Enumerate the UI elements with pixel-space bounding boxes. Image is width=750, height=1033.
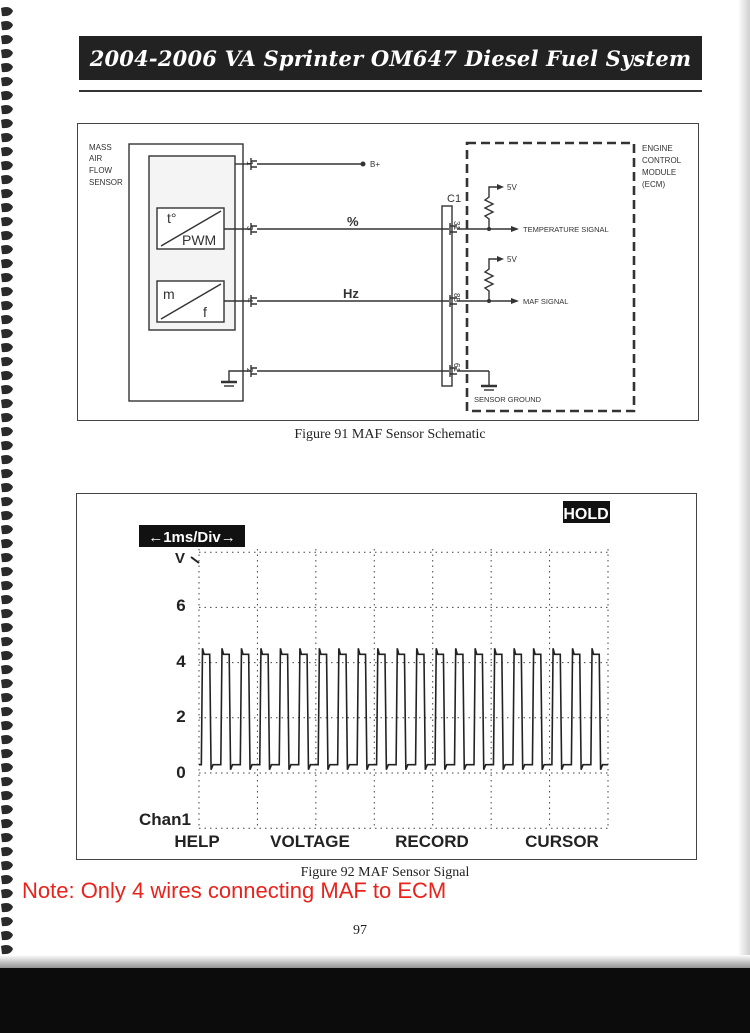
ecm-pin-85: 85: [452, 293, 461, 302]
percent-label: %: [347, 214, 359, 229]
mass-block-bottom: f: [203, 304, 207, 320]
spiral-coil: [1, 133, 13, 142]
spiral-binding: [0, 0, 16, 975]
spiral-coil: [1, 917, 13, 926]
spiral-coil: [1, 231, 13, 240]
spiral-coil: [1, 343, 13, 352]
spiral-coil: [1, 819, 13, 828]
spiral-coil: [1, 609, 13, 618]
spiral-coil: [1, 847, 13, 856]
spiral-coil: [1, 161, 13, 170]
maf-label-line1: MASS: [89, 143, 112, 152]
spiral-coil: [1, 805, 13, 814]
spiral-coil: [1, 903, 13, 912]
maf-label-line4: SENSOR: [89, 178, 123, 187]
unit-label: V: [175, 550, 186, 567]
spiral-coil: [1, 637, 13, 646]
spiral-coil: [1, 273, 13, 282]
spiral-coil: [1, 483, 13, 492]
spiral-coil: [1, 889, 13, 898]
ecm-pin-61: 61: [452, 363, 461, 372]
spiral-coil: [1, 245, 13, 254]
figure-91-caption: Figure 91 MAF Sensor Schematic: [294, 427, 486, 442]
hold-label: HOLD: [563, 506, 609, 523]
temp-block-bottom: PWM: [182, 232, 217, 248]
spiral-coil: [1, 329, 13, 338]
temp-block-top: t°: [167, 210, 177, 226]
spiral-coil: [1, 721, 13, 730]
spiral-coil: [1, 63, 13, 72]
spiral-coil: [1, 259, 13, 268]
ecm-label-line4: (ECM): [642, 180, 666, 189]
menu-record[interactable]: RECORD: [395, 832, 469, 851]
page-edge-shadow: [738, 0, 750, 968]
maf-schematic: [78, 124, 698, 420]
ecm-label-line3: MODULE: [642, 168, 677, 177]
spiral-coil: [1, 301, 13, 310]
spiral-coil: [1, 399, 13, 408]
spiral-coil: [1, 525, 13, 534]
spiral-coil: [1, 175, 13, 184]
spiral-coil: [1, 511, 13, 520]
maf-label-line2: AIR: [89, 154, 103, 163]
maf-label-line3: FLOW: [89, 166, 113, 175]
ecm-pin-31: 31: [452, 221, 461, 230]
spiral-coil: [1, 651, 13, 660]
spiral-coil: [1, 427, 13, 436]
spiral-coil: [1, 21, 13, 30]
spiral-coil: [1, 91, 13, 100]
spiral-coil: [1, 595, 13, 604]
annotation-note: Note: Only 4 wires connecting MAF to ECM: [22, 878, 447, 903]
oscilloscope-figure: [76, 493, 697, 860]
spiral-coil: [1, 49, 13, 58]
ytick-6: 6: [176, 596, 186, 615]
signal-trace: [199, 648, 608, 769]
spiral-coil: [1, 147, 13, 156]
schematic-figure: [77, 123, 699, 421]
spiral-coil: [1, 315, 13, 324]
spiral-coil: [1, 735, 13, 744]
spiral-coil: [1, 763, 13, 772]
temperature-signal-label: TEMPERATURE SIGNAL: [523, 225, 609, 234]
spiral-coil: [1, 441, 13, 450]
menu-cursor[interactable]: CURSOR: [525, 832, 599, 851]
page-number: 97: [353, 923, 367, 938]
spiral-coil: [1, 35, 13, 44]
spiral-coil: [1, 357, 13, 366]
spiral-coil: [1, 371, 13, 380]
channel-label: Chan1: [139, 810, 191, 829]
sensor-pin-4: 4: [245, 298, 254, 303]
hz-label: Hz: [343, 286, 359, 301]
spiral-coil: [1, 931, 13, 940]
spiral-coil: [1, 581, 13, 590]
spiral-coil: [1, 833, 13, 842]
b-plus-label: B+: [370, 160, 381, 169]
spiral-coil: [1, 77, 13, 86]
spiral-coil: [1, 749, 13, 758]
spiral-coil: [1, 791, 13, 800]
spiral-coil: [1, 539, 13, 548]
sensor-pin-3: 3: [245, 226, 254, 231]
spiral-coil: [1, 693, 13, 702]
header-rule: [79, 90, 702, 92]
spiral-coil: [1, 707, 13, 716]
connector-label: C1: [447, 193, 462, 205]
v5-bottom-label: 5V: [507, 255, 517, 264]
figure-92-caption: Figure 92 MAF Sensor Signal: [300, 865, 470, 880]
spiral-coil: [1, 119, 13, 128]
spiral-coil: [1, 567, 13, 576]
mass-block-top: m: [163, 286, 175, 302]
spiral-coil: [1, 7, 13, 16]
spiral-coil: [1, 553, 13, 562]
oscilloscope-display: [77, 494, 696, 859]
spiral-coil: [1, 105, 13, 114]
spiral-coil: [1, 203, 13, 212]
maf-signal-label: MAF SIGNAL: [523, 297, 569, 306]
spiral-coil: [1, 287, 13, 296]
spiral-coil: [1, 679, 13, 688]
ytick-2: 2: [176, 707, 186, 726]
spiral-coil: [1, 665, 13, 674]
v5-top-label: 5V: [507, 183, 517, 192]
page-bottom-shadow: [0, 955, 750, 969]
ytick-4: 4: [176, 652, 186, 671]
spiral-coil: [1, 189, 13, 198]
spiral-coil: [1, 623, 13, 632]
spiral-coil: [1, 469, 13, 478]
sensor-ground-label: SENSOR GROUND: [474, 395, 542, 404]
scan-background: [0, 968, 750, 1033]
menu-help[interactable]: HELP: [174, 832, 220, 851]
spiral-coil: [1, 217, 13, 226]
page-header: [79, 36, 702, 80]
sensor-pin-2: 2: [245, 368, 254, 373]
ytick-0: 0: [176, 763, 186, 782]
ecm-label-line1: ENGINE: [642, 144, 673, 153]
spiral-coil: [1, 455, 13, 464]
menu-voltage[interactable]: VOLTAGE: [270, 832, 350, 851]
page-title: 2004-2006 VA Sprinter OM647 Diesel Fuel System: [89, 45, 692, 71]
sensor-pin-1: 1: [245, 161, 254, 166]
spiral-coil: [1, 385, 13, 394]
spiral-coil: [1, 777, 13, 786]
timebase-label: ←1ms/Div→: [148, 529, 236, 546]
spiral-coil: [1, 497, 13, 506]
spiral-coil: [1, 413, 13, 422]
spiral-coil: [1, 945, 13, 954]
ecm-label-line2: CONTROL: [642, 156, 682, 165]
